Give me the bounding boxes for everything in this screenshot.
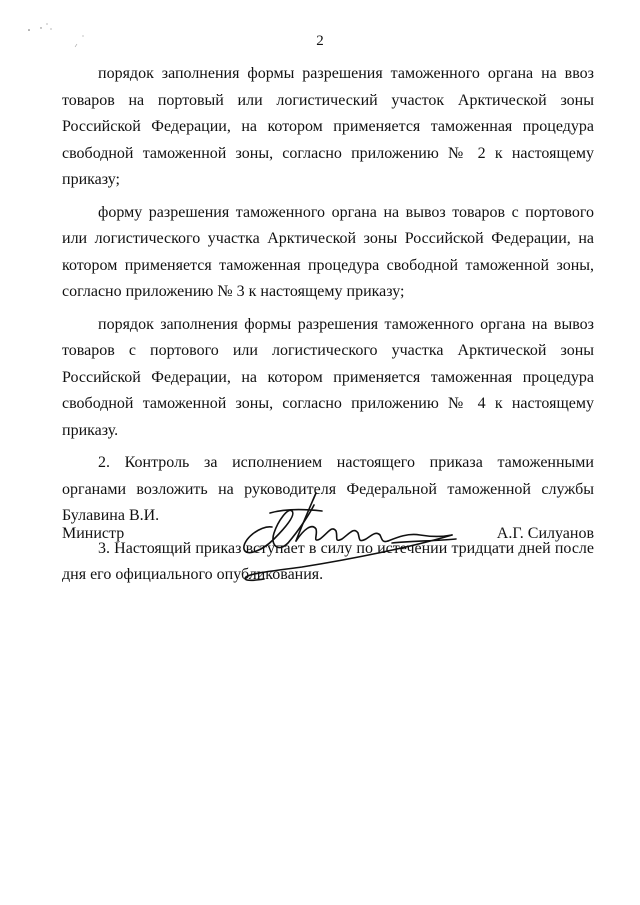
paragraph-effective-date: 3. Настоящий приказ вступает в силу по истечении тридцати дней после дня его официального опубликования.	[62, 539, 594, 583]
paragraph-control: 2. Контроль за исполнением настоящего приказа таможенными органами возложить на руководителя Федеральной таможенной службы Булавина В.И.	[62, 454, 594, 524]
signer-title: Министр	[62, 525, 125, 542]
signature-block	[62, 485, 594, 595]
page-number: 2	[316, 33, 324, 49]
paragraph-appendix-3: форму разрешения таможенного органа на вывоз товаров с портового или логистического участка Арктической зоны Российской Федерации, на котором применяется таможенная процедура свободной таможенной зоны, согласно приложению № 3 к настоящему приказу;	[62, 203, 594, 300]
handwritten-signature	[212, 485, 512, 590]
signer-name: А.Г. Силуанов	[496, 525, 594, 542]
paragraph-appendix-4: порядок заполнения формы разрешения таможенного органа на вывоз товаров с портового или логистического участка Арктической зоны Российской Федерации, на котором применяется таможенная процедура свободной таможенной зоны, согласно приложению № 4 к настоящему приказу.	[62, 315, 594, 439]
paragraph-appendix-2: порядок заполнения формы разрешения таможенного органа на ввоз товаров на портовый или логистический участок Арктической зоны Российской Федерации, на котором применяется таможенная процедура свободной таможенной зоны, согласно приложению № 2 к настоящему приказу;	[62, 65, 594, 188]
